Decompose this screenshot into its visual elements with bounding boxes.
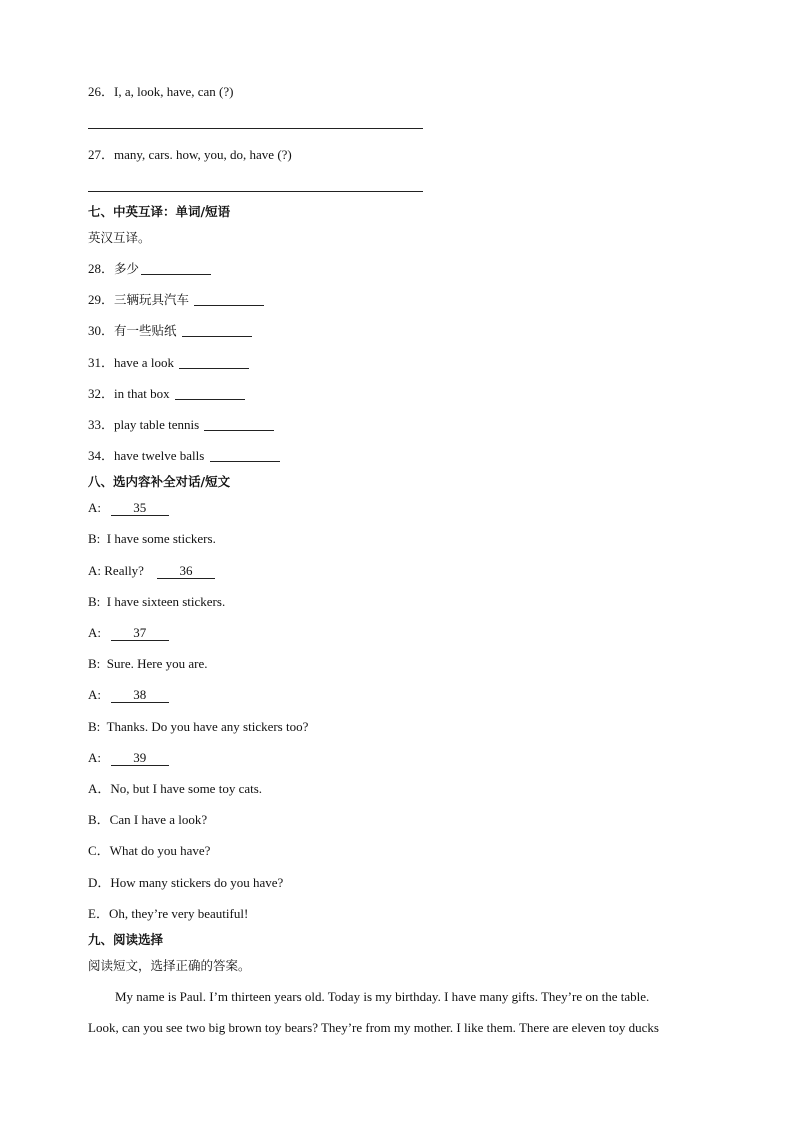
speaker-label: A: [88,500,101,515]
answer-blank[interactable] [182,324,252,337]
reading-passage-line-1: My name is Paul. I’m thirteen years old. Today is my birthday. I have many gifts. They’re on the table. [115,989,650,1004]
blank-number[interactable]: 39 [111,751,169,766]
dialogue-line [88,563,215,579]
translation-item-28 [88,261,211,277]
answer-line-27[interactable] [88,191,423,192]
answer-blank[interactable] [179,356,249,369]
answer-blank[interactable] [175,387,245,400]
answer-blank[interactable] [194,293,264,306]
section-8-title: 八、选内容补全对话/短文 [88,474,231,489]
option-text: Oh, they’re very beautiful! [108,906,249,921]
answer-line-26[interactable] [88,128,423,129]
option-text: No, but I have some toy cats. [110,781,263,796]
section-7-instruction: 英汉互译。 [88,230,151,245]
dialogue-text: Sure. Here you are. [106,656,208,671]
dialogue-line [88,719,308,735]
dialogue-line [88,625,169,641]
item-text: 多少 [114,261,140,276]
section-9-instruction: 阅读短文，选择正确的答案。 [88,958,251,973]
option-letter: E． [88,906,109,921]
question-text: I, a, look, have, can (?) [114,84,234,99]
blank-number[interactable]: 36 [157,564,215,579]
blank-number[interactable]: 38 [111,688,169,703]
dialogue-text: Thanks. Do you have any stickers too? [106,719,309,734]
option-d [88,875,283,891]
speaker-label: B: [88,531,101,546]
translation-item-29 [88,292,264,308]
item-number: 30． [88,323,115,338]
speaker-label: A: [88,625,101,640]
reading-passage-line-2: Look, can you see two big brown toy bears? They’re from my mother. I like them. There are eleven toy ducks [88,1020,659,1035]
item-text: in that box [114,386,170,401]
item-number: 32． [88,386,115,401]
question-26 [88,84,234,100]
question-27 [88,147,292,163]
translation-item-33 [88,417,274,433]
option-text: How many stickers do you have? [110,875,284,890]
option-text: Can I have a look? [109,812,208,827]
speaker-label: B: [88,656,101,671]
question-number: 27． [88,147,115,162]
item-text: play table tennis [114,417,200,432]
blank-number[interactable]: 37 [111,626,169,641]
dialogue-line [88,750,169,766]
dialogue-line [88,531,216,547]
item-text: have twelve balls [114,448,205,463]
item-text: 三辆玩具汽车 [114,292,190,307]
dialogue-line [88,687,169,703]
item-text: 有一些贴纸 [114,323,177,338]
translation-item-32 [88,386,245,402]
speaker-label: B: [88,594,101,609]
translation-item-31 [88,355,249,371]
item-number: 31． [88,355,115,370]
speaker-label: B: [88,719,101,734]
option-b [88,812,207,828]
option-text: What do you have? [109,843,211,858]
translation-item-34 [88,448,280,464]
question-text: many, cars. how, you, do, have (?) [114,147,292,162]
blank-number[interactable]: 35 [111,501,169,516]
option-letter: C． [88,843,110,858]
option-letter: D． [88,875,111,890]
section-9-title: 九、阅读选择 [88,932,164,947]
dialogue-line [88,500,169,516]
item-number: 33． [88,417,115,432]
section-7-title: 七、中英互译：单词/短语 [88,204,231,219]
speaker-label: A: [88,750,101,765]
item-text: have a look [114,355,174,370]
answer-blank[interactable] [210,449,280,462]
item-number: 28． [88,261,115,276]
speaker-label: A: [88,687,101,702]
dialogue-line [88,656,208,672]
option-c [88,843,210,859]
dialogue-text: I have some stickers. [106,531,216,546]
option-letter: B． [88,812,110,827]
translation-item-30 [88,323,252,339]
item-number: 34． [88,448,115,463]
speaker-label: A: [88,563,101,578]
option-a [88,781,262,797]
option-e [88,906,248,922]
dialogue-text: I have sixteen stickers. [106,594,226,609]
answer-blank[interactable] [204,418,274,431]
question-number: 26． [88,84,115,99]
option-letter: A． [88,781,111,796]
dialogue-text: Really? [104,563,144,578]
dialogue-line [88,594,225,610]
item-number: 29． [88,292,115,307]
answer-blank[interactable] [141,262,211,275]
